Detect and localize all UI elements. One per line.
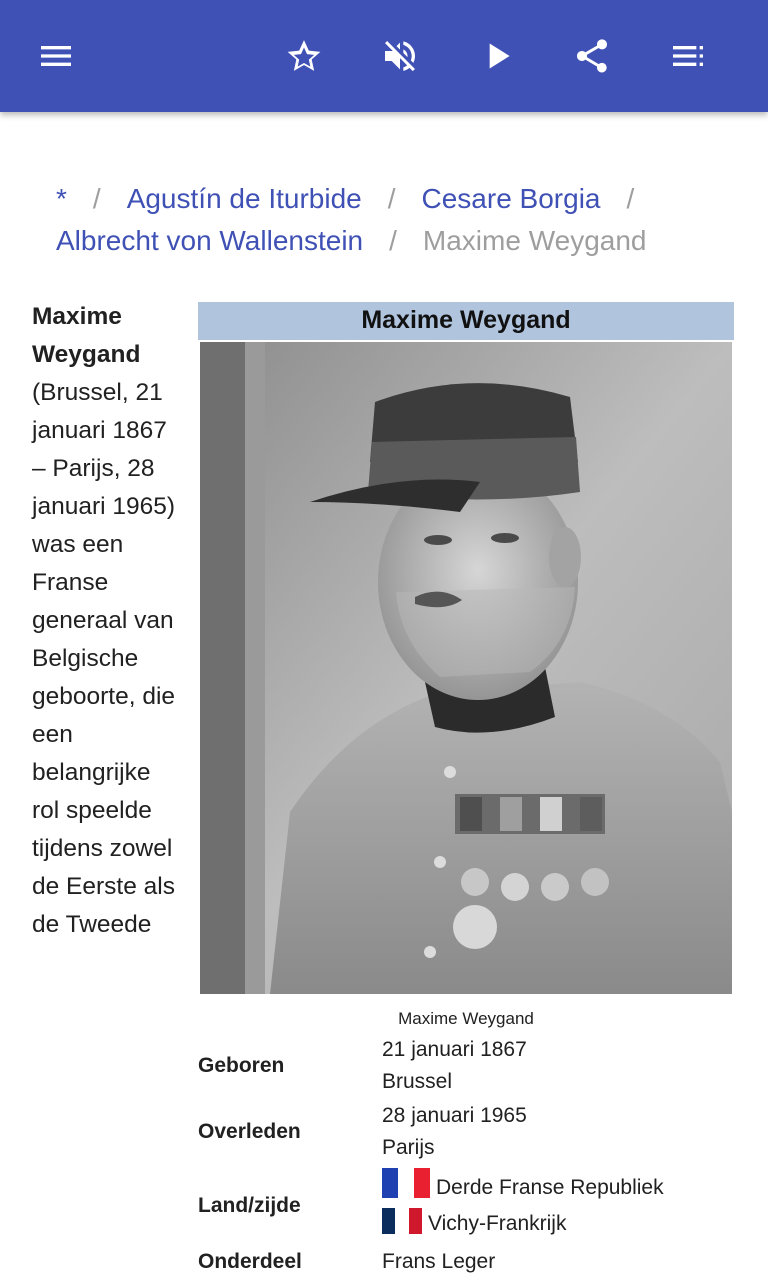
row-label: Land/zijde xyxy=(198,1194,301,1217)
breadcrumb-item-borgia[interactable]: Cesare Borgia xyxy=(421,183,601,214)
share-icon[interactable] xyxy=(564,28,620,84)
breadcrumb-separator: / xyxy=(387,183,396,214)
article-lead xyxy=(32,298,180,944)
row-label: Onderdeel xyxy=(198,1250,302,1273)
infobox-row-country xyxy=(198,1166,734,1244)
country-name: Vichy-Frankrijk xyxy=(428,1212,567,1235)
infobox-row-died xyxy=(198,1100,734,1166)
country-entry-third-republic[interactable] xyxy=(382,1168,664,1206)
row-label: Geboren xyxy=(198,1054,285,1077)
birth-place[interactable]: Brussel xyxy=(382,1070,453,1093)
country-entry-vichy[interactable] xyxy=(382,1206,664,1242)
breadcrumb-current: Maxime Weygand xyxy=(422,225,647,256)
menu-icon[interactable] xyxy=(28,28,84,84)
infobox xyxy=(198,302,734,1273)
breadcrumb-item-wallenstein[interactable]: Albrecht von Wallenstein xyxy=(56,225,364,256)
play-icon[interactable] xyxy=(470,28,526,84)
image-caption: Maxime Weygand xyxy=(398,1009,534,1028)
death-date: 28 januari 1965 xyxy=(382,1104,527,1127)
row-value xyxy=(382,1246,495,1278)
breadcrumb-item-home[interactable]: * xyxy=(56,183,67,214)
row-value xyxy=(382,1034,527,1098)
infobox-title: Maxime Weygand xyxy=(198,302,734,340)
list-icon[interactable] xyxy=(660,28,716,84)
article-lead-text: (Brussel, 21 januari 1867 – Parijs, 28 januari 1965) was een Franse generaal van Belgische geboorte, die een belangrijke rol speelde tijdens zowel de Eerste als de Tweede xyxy=(32,379,176,938)
row-value xyxy=(382,1168,664,1242)
vichy-flag-icon xyxy=(382,1208,422,1234)
infobox-row-branch xyxy=(198,1246,734,1278)
row-value xyxy=(382,1100,527,1164)
breadcrumb xyxy=(56,178,736,262)
volume-off-icon[interactable] xyxy=(372,28,428,84)
app-bar xyxy=(0,0,768,112)
birth-date: 21 januari 1867 xyxy=(382,1038,527,1061)
country-name: Derde Franse Republiek xyxy=(436,1176,664,1199)
breadcrumb-separator: / xyxy=(626,183,635,214)
breadcrumb-separator: / xyxy=(92,183,101,214)
article-subject: Maxime Weygand xyxy=(32,303,141,368)
death-place[interactable]: Parijs xyxy=(382,1136,435,1159)
portrait-photo[interactable] xyxy=(200,342,732,994)
france-flag-icon xyxy=(382,1168,430,1198)
infobox-row-born xyxy=(198,1034,734,1100)
branch-value[interactable]: Frans Leger xyxy=(382,1250,496,1273)
breadcrumb-separator: / xyxy=(389,225,397,256)
star-outline-icon[interactable] xyxy=(276,28,332,84)
breadcrumb-item-iturbide[interactable]: Agustín de Iturbide xyxy=(126,183,362,214)
row-label: Overleden xyxy=(198,1120,301,1143)
